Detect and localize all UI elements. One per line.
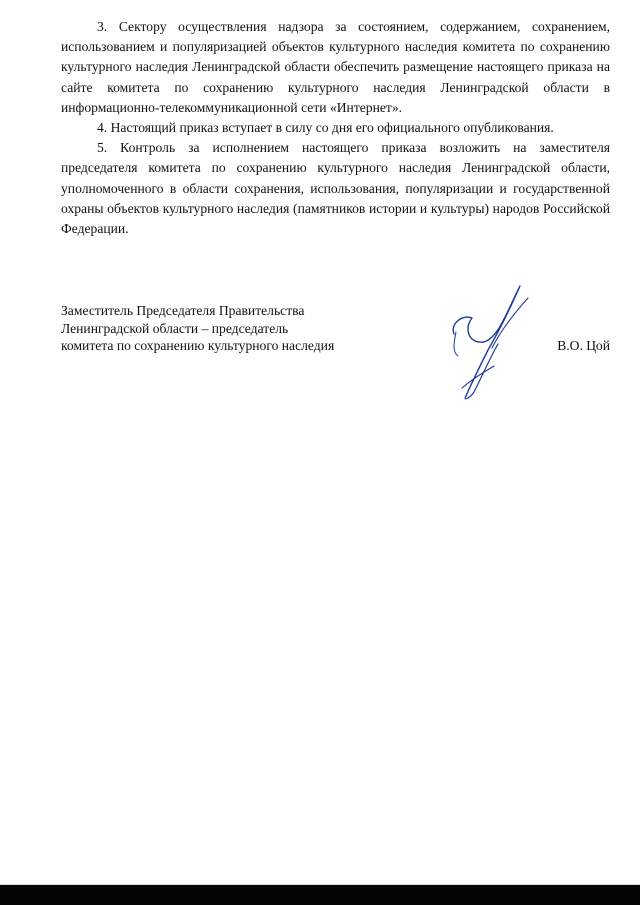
signature-stroke xyxy=(465,344,498,399)
signatory-title-line: комитета по сохранению культурного наследия xyxy=(61,338,335,353)
signatory-title-line: Заместитель Председателя Правительства xyxy=(61,303,305,318)
handwritten-signature xyxy=(432,278,552,408)
document-body xyxy=(61,17,610,239)
paragraph-4: 4. Настоящий приказ вступает в силу со дня его официального опубликования. xyxy=(97,120,554,136)
paragraph-3: 3. Сектору осуществления надзора за состоянием, содержанием, сохранением, использованием и популяризацией объектов культурного наследия комитета по сохранению культурного наследия Ленинградской области обеспечить размещение настоящего приказа на сайте комитета по сохранению культурного наследия Ленинградской области в информационно-телекоммуникационной сети «Интернет». xyxy=(61,19,610,115)
signatory-name: В.О. Цой xyxy=(557,338,610,353)
signatory-title-line: Ленинградской области – председатель xyxy=(61,320,289,336)
paragraph-5: 5. Контроль за исполнением настоящего приказа возложить на заместителя председателя комитета по сохранению культурного наследия Ленинградской области, уполномоченного в области сохранения, использования, популяризации и государственной охраны объектов культурного наследия (памятников истории и культуры) народов Российской Федерации. xyxy=(61,140,610,237)
signature-stroke xyxy=(454,332,458,356)
signature-stroke xyxy=(453,286,520,396)
scan-bottom-bar xyxy=(0,885,640,905)
